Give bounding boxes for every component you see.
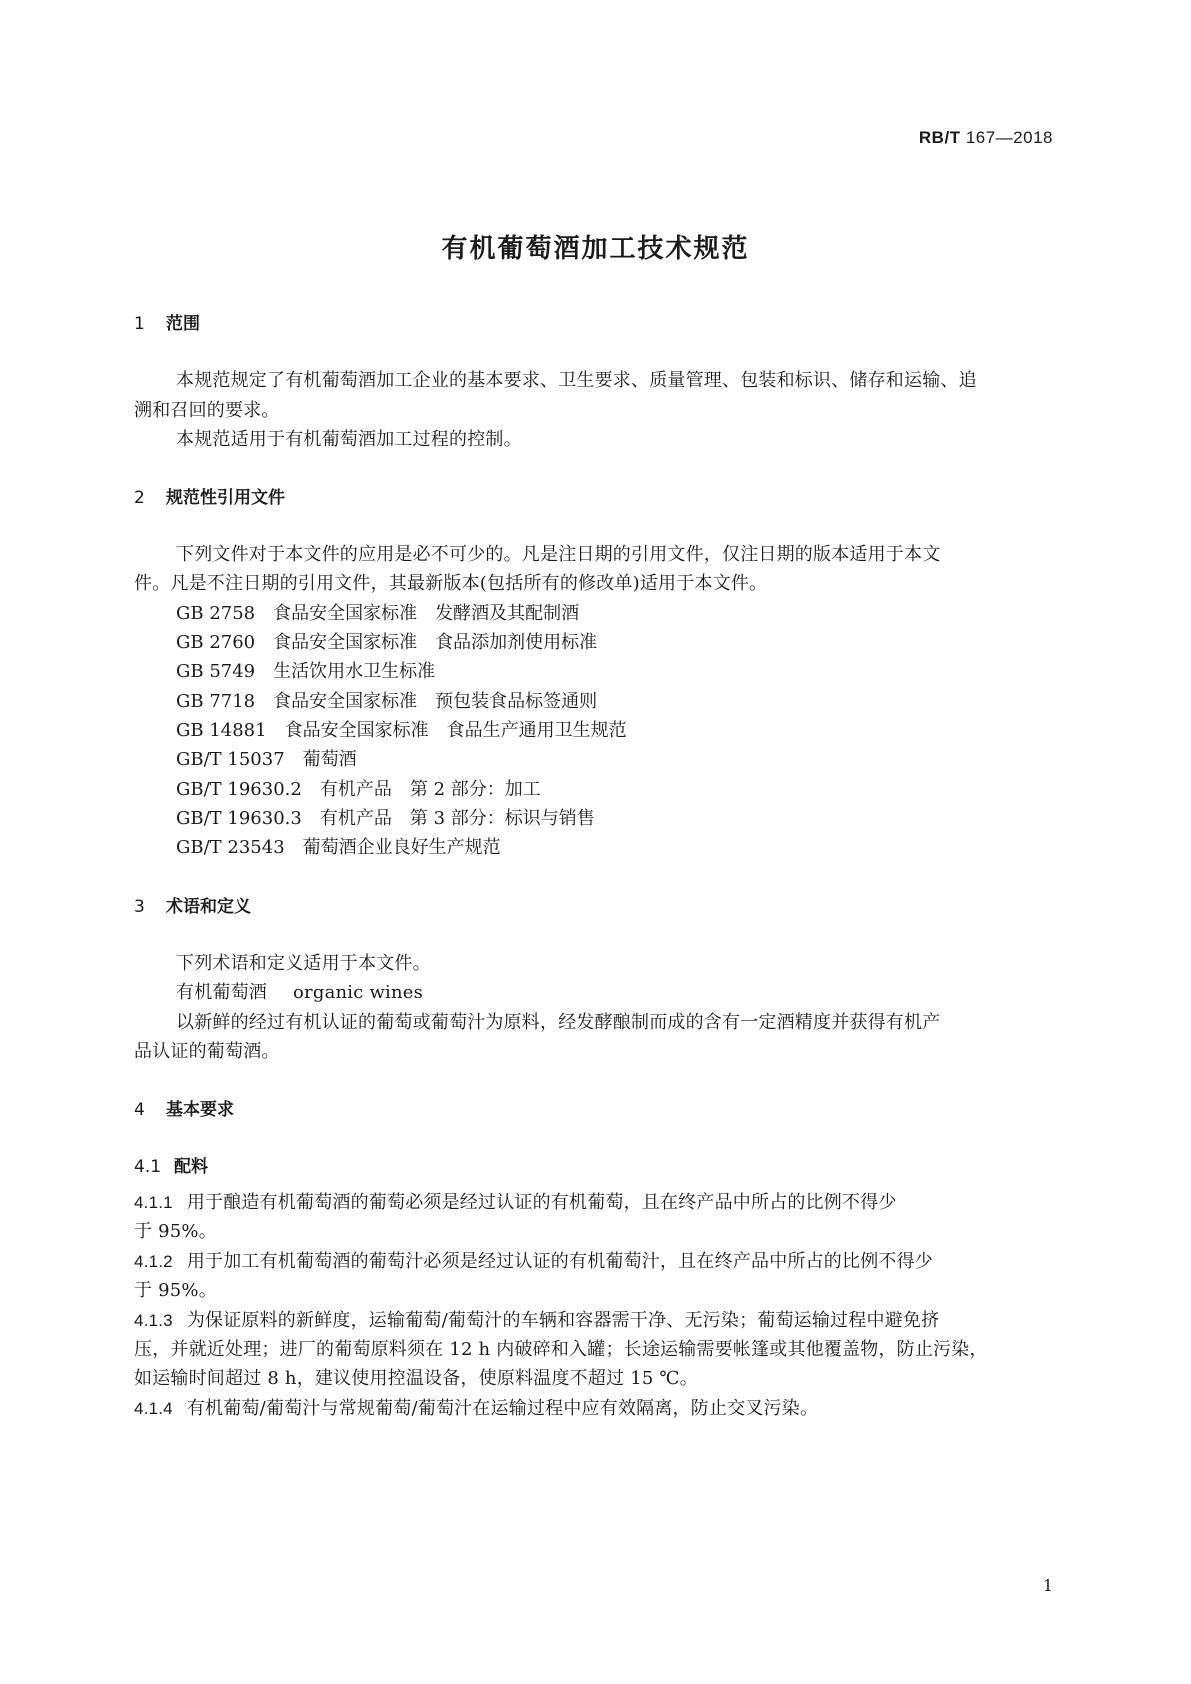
reference-code: GB 5749 [176, 661, 256, 682]
clause-text: 为保证原料的新鲜度，运输葡萄/葡萄汁的车辆和容器需干净、无污染；葡萄运输过程中避免挤 [186, 1310, 940, 1331]
clause-text: 用于酿造有机葡萄酒的葡萄必须是经过认证的有机葡萄，且在终产品中所占的比例不得少 [186, 1192, 897, 1213]
paragraph: 压，并就近处理；进厂的葡萄原料须在 12 h 内破碎和入罐；长途运输需要帐篷或其他覆盖物，防止污染， [134, 1339, 988, 1360]
section-3-heading [134, 892, 251, 917]
reference-title: 有机产品 第 3 部分：标识与销售 [319, 808, 595, 829]
paragraph: 如运输时间超过 8 h，建议使用控温设备，使原料温度不超过 15 ℃。 [134, 1368, 698, 1389]
page-title: 有机葡萄酒加工技术规范 [441, 234, 750, 264]
reference-title: 食品安全国家标准 食品添加剂使用标准 [273, 632, 598, 653]
clause-text: 有机葡萄/葡萄汁与常规葡萄/葡萄汁在运输过程中应有效隔离，防止交叉污染。 [186, 1398, 819, 1419]
section-number: 1 [134, 314, 145, 334]
clause-number: 4.1.3 [134, 1311, 173, 1330]
paragraph: 下列文件对于本文件的应用是必不可少的。凡是注日期的引用文件，仅注日期的版本适用于本文 [176, 544, 941, 565]
reference-title: 食品安全国家标准 预包装食品标签通则 [273, 691, 598, 712]
subsection-number: 4.1 [134, 1157, 162, 1177]
reference-item [176, 599, 579, 625]
section-title: 范围 [166, 314, 200, 334]
reference-code: GB/T 15037 [176, 749, 285, 770]
term-entry [176, 978, 423, 1004]
reference-item [176, 687, 597, 713]
term-chinese: 有机葡萄酒 [176, 982, 267, 1003]
section-4-heading [134, 1095, 234, 1120]
paragraph: 于 95%。 [134, 1280, 217, 1301]
paragraph: 本规范适用于有机葡萄酒加工过程的控制。 [176, 429, 522, 450]
clause-text: 用于加工有机葡萄酒的葡萄汁必须是经过认证的有机葡萄汁，且在终产品中所占的比例不得少 [186, 1251, 934, 1272]
reference-title: 葡萄酒 [302, 749, 357, 770]
reference-code: GB 2758 [176, 603, 256, 624]
section-number: 3 [134, 897, 145, 917]
section-2-heading [134, 483, 285, 508]
term-english: organic wines [293, 982, 424, 1003]
subsection-4-1-heading [134, 1152, 208, 1177]
clause-4-1-2 [134, 1247, 933, 1273]
paragraph: 溯和召回的要求。 [134, 400, 280, 421]
reference-title: 生活饮用水卫生标准 [273, 661, 436, 682]
section-1-heading [134, 309, 200, 334]
clause-4-1-3 [134, 1306, 939, 1332]
clause-number: 4.1.4 [134, 1399, 173, 1418]
paragraph: 以新鲜的经过有机认证的葡萄或葡萄汁为原料，经发酵酿制而成的含有一定酒精度并获得有机产 [176, 1012, 941, 1033]
reference-code: GB 2760 [176, 632, 256, 653]
clause-4-1-1 [134, 1188, 897, 1214]
paragraph: 本规范规定了有机葡萄酒加工企业的基本要求、卫生要求、质量管理、包装和标识、储存和运输、追 [176, 370, 977, 391]
reference-item [176, 804, 595, 830]
section-number: 2 [134, 488, 145, 508]
reference-item [176, 833, 501, 859]
reference-item [176, 657, 435, 683]
document-number [919, 128, 1053, 148]
doc-number-suffix: 167—2018 [965, 128, 1053, 147]
reference-code: GB 7718 [176, 691, 256, 712]
clause-number: 4.1.1 [134, 1193, 173, 1212]
subsection-title: 配料 [174, 1157, 208, 1177]
reference-item [176, 628, 597, 654]
section-number: 4 [134, 1100, 145, 1120]
reference-title: 食品安全国家标准 发酵酒及其配制酒 [273, 603, 580, 624]
reference-title: 食品安全国家标准 食品生产通用卫生规范 [284, 720, 627, 741]
clause-4-1-4 [134, 1394, 818, 1420]
reference-item [176, 745, 357, 771]
reference-code: GB/T 19630.3 [176, 808, 302, 829]
reference-code: GB/T 23543 [176, 837, 285, 858]
reference-code: GB/T 19630.2 [176, 779, 302, 800]
clause-number: 4.1.2 [134, 1252, 173, 1271]
reference-item [176, 716, 627, 742]
paragraph: 于 95%。 [134, 1221, 217, 1242]
paragraph: 品认证的葡萄酒。 [134, 1041, 280, 1062]
paragraph: 下列术语和定义适用于本文件。 [176, 953, 431, 974]
section-title: 术语和定义 [166, 897, 251, 917]
reference-code: GB 14881 [176, 720, 267, 741]
paragraph: 件。凡是不注日期的引用文件，其最新版本(包括所有的修改单)适用于本文件。 [134, 573, 768, 594]
doc-number-prefix: RB/T [918, 128, 961, 147]
reference-title: 有机产品 第 2 部分：加工 [319, 779, 541, 800]
reference-item [176, 775, 541, 801]
section-title: 基本要求 [166, 1100, 234, 1120]
section-title: 规范性引用文件 [166, 488, 285, 508]
reference-title: 葡萄酒企业良好生产规范 [302, 837, 501, 858]
page-number: 1 [1042, 1576, 1053, 1595]
